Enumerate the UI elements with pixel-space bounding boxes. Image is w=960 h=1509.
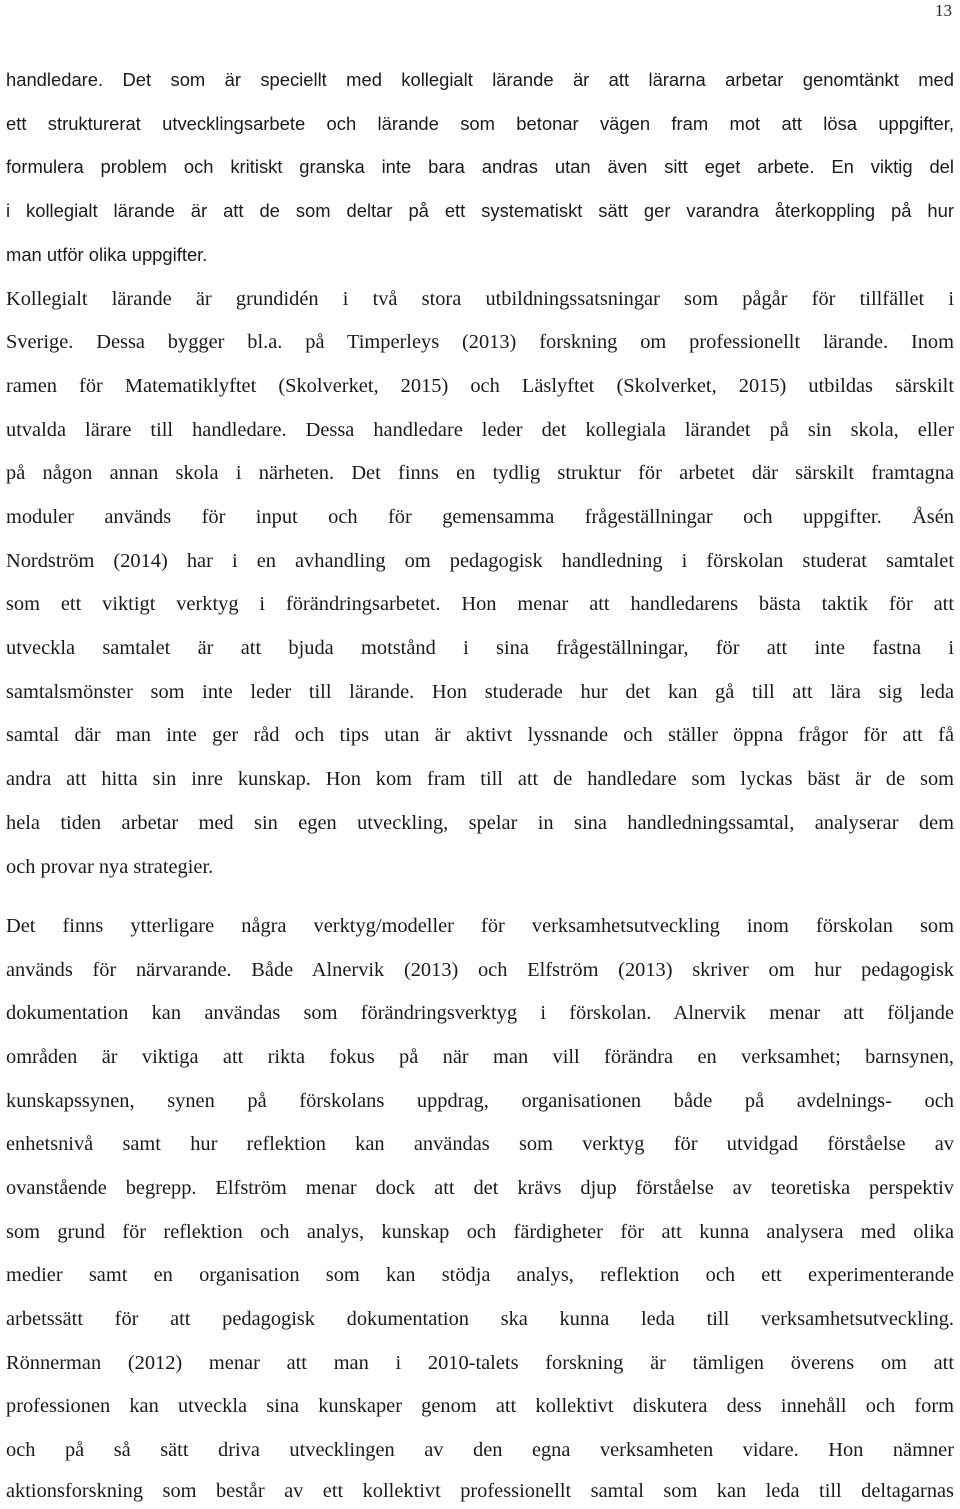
- text-line: ovanstående begrepp. Elfström menar dock att det krävs djup förståelse av teoretiska perspektiv: [6, 1177, 954, 1199]
- text-line: Rönnerman (2012) menar att man i 2010-talets forskning är tämligen överens om att: [6, 1352, 954, 1374]
- text-line: och provar nya strategier.: [6, 856, 214, 878]
- text-line: professionen kan utveckla sina kunskaper genom att kollektivt diskutera dess innehåll och form: [6, 1395, 954, 1417]
- text-line: som ett viktigt verktyg i förändringsarbetet. Hon menar att handledarens bästa taktik för att: [6, 593, 954, 615]
- text-line: dokumentation kan användas som förändringsverktyg i förskolan. Alnervik menar att följande: [6, 1002, 954, 1024]
- page-number: 13: [935, 1, 952, 20]
- text-line: utveckla samtalet är att bjuda motstånd i sina frågeställningar, för att inte fastna i: [6, 637, 954, 659]
- text-line: Det finns ytterligare några verktyg/modeller för verksamhetsutveckling inom förskolan som: [6, 915, 954, 937]
- text-line: Sverige. Dessa bygger bl.a. på Timperleys (2013) forskning om professionellt lärande. Inom: [6, 331, 954, 353]
- text-line: hela tiden arbetar med sin egen utveckling, spelar in sina handledningssamtal, analyserar dem: [6, 812, 954, 834]
- text-line: Kollegialt lärande är grundidén i två stora utbildningssatsningar som pågår för tillfället i: [6, 288, 954, 310]
- text-line: utvalda lärare till handledare. Dessa handledare leder det kollegiala lärandet på sin skola, eller: [6, 419, 954, 441]
- text-line: på någon annan skola i närheten. Det finns en tydlig struktur för arbetet där särskilt framtagna: [6, 462, 954, 484]
- text-line: enhetsnivå samt hur reflektion kan användas som verktyg för utvidgad förståelse av: [6, 1133, 954, 1155]
- text-line: medier samt en organisation som kan stödja analys, reflektion och ett experimenterande: [6, 1264, 954, 1286]
- text-line: aktionsforskning som består av ett kollektivt professionellt samtal som kan leda till deltagarnas: [6, 1480, 954, 1502]
- text-line: ett strukturerat utvecklingsarbete och lärande som betonar vägen fram mot att lösa uppgifter,: [6, 113, 954, 134]
- text-line: områden är viktiga att rikta fokus på när man vill förändra en verksamhet; barnsynen,: [6, 1046, 954, 1068]
- text-line: och på så sätt driva utvecklingen av den egna verksamheten vidare. Hon nämner: [6, 1439, 954, 1461]
- text-line: används för närvarande. Både Alnervik (2013) och Elfström (2013) skriver om hur pedagogisk: [6, 959, 954, 981]
- text-line: formulera problem och kritiskt granska inte bara andras utan även sitt eget arbete. En viktig del: [6, 156, 954, 177]
- text-line: man utför olika uppgifter.: [6, 244, 208, 265]
- text-line: samtalsmönster som inte leder till lärande. Hon studerade hur det kan gå till att lära sig leda: [6, 681, 954, 703]
- text-line: i kollegialt lärande är att de som deltar på ett systematiskt sätt ger varandra återkoppling på hur: [6, 200, 954, 221]
- text-line: samtal där man inte ger råd och tips utan är aktivt lyssnande och ställer öppna frågor för att få: [6, 724, 954, 746]
- text-line: arbetssätt för att pedagogisk dokumentation ska kunna leda till verksamhetsutveckling.: [6, 1308, 954, 1330]
- text-line: andra att hitta sin inre kunskap. Hon kom fram till att de handledare som lyckas bäst är de som: [6, 768, 954, 790]
- text-line: handledare. Det som är speciellt med kollegialt lärande är att lärarna arbetar genomtänkt med: [6, 69, 954, 90]
- text-line: kunskapssynen, synen på förskolans uppdrag, organisationen både på avdelnings- och: [6, 1090, 954, 1112]
- text-line: ramen för Matematiklyftet (Skolverket, 2015) och Läslyftet (Skolverket, 2015) utbildas särskilt: [6, 375, 954, 397]
- text-line: som grund för reflektion och analys, kunskap och färdigheter för att kunna analysera med olika: [6, 1221, 954, 1243]
- text-line: moduler används för input och för gemensamma frågeställningar och uppgifter. Åsén: [6, 506, 954, 528]
- text-line: Nordström (2014) har i en avhandling om pedagogisk handledning i förskolan studerat samtalet: [6, 550, 954, 572]
